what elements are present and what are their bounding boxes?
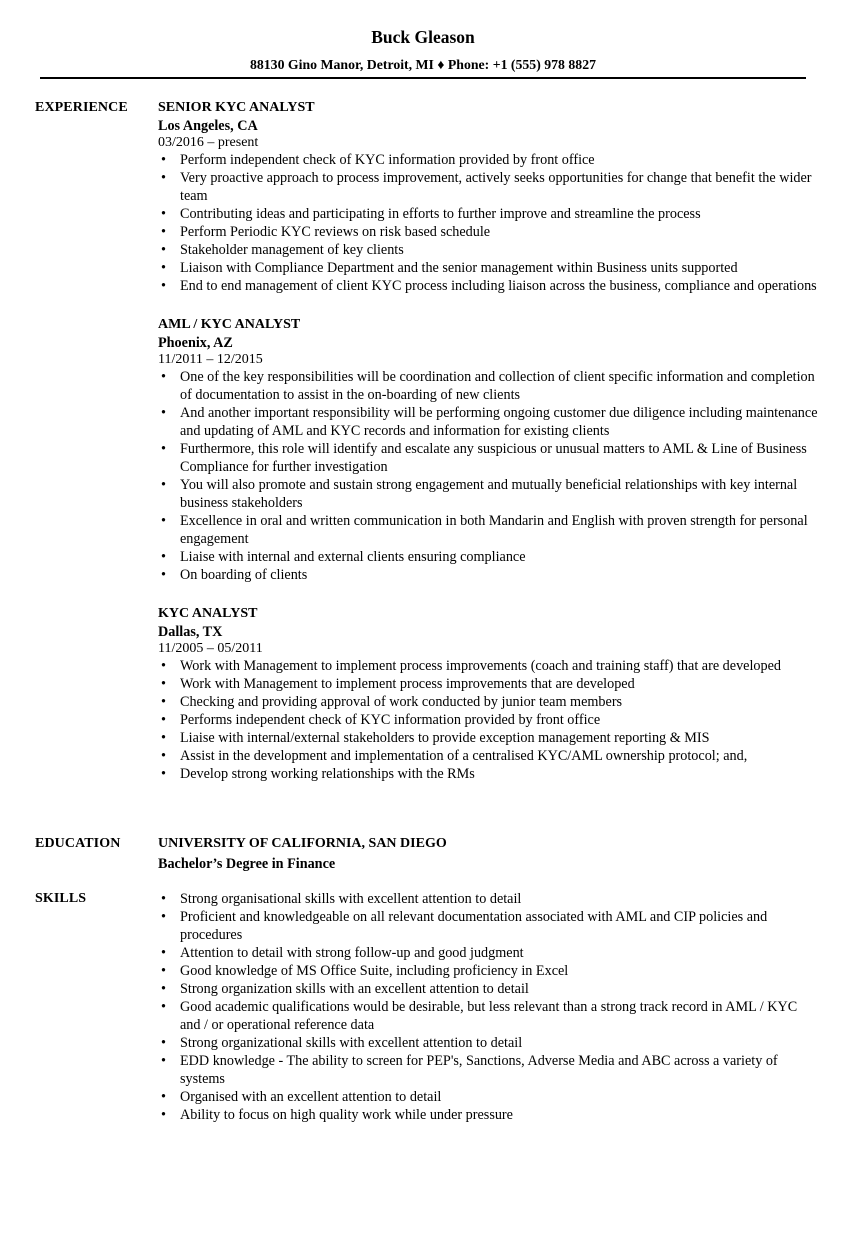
section-label-experience: EXPERIENCE [35, 100, 128, 115]
degree-name: Bachelor’s Degree in Finance [158, 856, 336, 872]
job-entry [158, 605, 818, 783]
job-bullets [158, 657, 818, 783]
bullet-item: • On boarding of clients [158, 566, 818, 584]
skill-item: • EDD knowledge - The ability to screen for PEP's, Sanctions, Adverse Media and ABC across a variety of systems [158, 1052, 818, 1088]
skill-bullets [158, 890, 818, 1124]
bullet-item: • Excellence in oral and written communication in both Mandarin and English with proven strength for personal engagement [158, 512, 818, 548]
job-title: AML / KYC ANALYST [158, 317, 301, 332]
job-entry [158, 99, 818, 295]
skill-item: • Organised with an excellent attention to detail [158, 1088, 818, 1106]
bullet-item: • Work with Management to implement process improvements that are developed [158, 675, 818, 693]
bullet-item: • Stakeholder management of key clients [158, 241, 818, 259]
job-entry [158, 316, 818, 584]
bullet-item: • Checking and providing approval of work conducted by junior team members [158, 693, 818, 711]
bullet-item: • Performs independent check of KYC information provided by front office [158, 711, 818, 729]
skill-item: • Good knowledge of MS Office Suite, including proficiency in Excel [158, 962, 818, 980]
job-location: Dallas, TX [158, 624, 223, 640]
skill-item: • Ability to focus on high quality work while under pressure [158, 1106, 818, 1124]
bullet-item: • Liaise with internal/external stakeholders to provide exception management reporting & MIS [158, 729, 818, 747]
school-name: UNIVERSITY OF CALIFORNIA, SAN DIEGO [158, 836, 447, 851]
bullet-item: • Very proactive approach to process improvement, actively seeks opportunities for change that benefit the wider team [158, 169, 818, 205]
skill-item: • Good academic qualifications would be desirable, but less relevant than a strong track record in AML / KYC and / or operational reference data [158, 998, 818, 1034]
bullet-item: • End to end management of client KYC process including liaison across the business, compliance and operations [158, 277, 818, 295]
bullet-item: • Contributing ideas and participating in efforts to further improve and streamline the process [158, 205, 818, 223]
bullet-item: • Assist in the development and implementation of a centralised KYC/AML ownership protocol; and, [158, 747, 818, 765]
job-title: SENIOR KYC ANALYST [158, 100, 315, 115]
header-divider [40, 77, 806, 79]
bullet-item: • And another important responsibility will be performing ongoing customer due diligence including maintenance and updating of AML and KYC records and information for existing clients [158, 404, 818, 440]
section-label-skills: SKILLS [35, 891, 87, 906]
bullet-item: • Develop strong working relationships with the RMs [158, 765, 818, 783]
section-label-education: EDUCATION [35, 836, 121, 851]
resume-header [40, 26, 806, 74]
experience-list [158, 99, 818, 804]
candidate-name: Buck Gleason [371, 27, 475, 47]
job-bullets [158, 151, 818, 295]
skill-item: • Attention to detail with strong follow-up and good judgment [158, 944, 818, 962]
job-dates: 11/2005 – 05/2011 [158, 641, 263, 656]
job-dates: 11/2011 – 12/2015 [158, 352, 263, 367]
job-bullets [158, 368, 818, 584]
skill-item: • Strong organizational skills with excellent attention to detail [158, 1034, 818, 1052]
job-title: KYC ANALYST [158, 606, 258, 621]
skill-item: • Strong organisational skills with excellent attention to detail [158, 890, 818, 908]
bullet-item: • You will also promote and sustain strong engagement and mutually beneficial relationships with key internal business stakeholders [158, 476, 818, 512]
bullet-item: • Perform independent check of KYC information provided by front office [158, 151, 818, 169]
bullet-item: • Liaise with internal and external clients ensuring compliance [158, 548, 818, 566]
bullet-item: • Liaison with Compliance Department and the senior management within Business units supported [158, 259, 818, 277]
bullet-item: • One of the key responsibilities will be coordination and collection of client specific information and completion of documentation to assist in the on-boarding of new clients [158, 368, 818, 404]
education-entry [158, 835, 818, 873]
bullet-item: • Work with Management to implement process improvements (coach and training staff) that are developed [158, 657, 818, 675]
skills-list [158, 890, 818, 1124]
bullet-item: • Furthermore, this role will identify and escalate any suspicious or unusual matters to AML & Line of Business Compliance for further investigation [158, 440, 818, 476]
job-location: Los Angeles, CA [158, 118, 258, 134]
bullet-item: • Perform Periodic KYC reviews on risk based schedule [158, 223, 818, 241]
job-dates: 03/2016 – present [158, 135, 259, 150]
skill-item: • Strong organization skills with an excellent attention to detail [158, 980, 818, 998]
job-location: Phoenix, AZ [158, 335, 233, 351]
contact-line: 88130 Gino Manor, Detroit, MI ♦ Phone: +1 (555) 978 8827 [249, 57, 596, 72]
skill-item: • Proficient and knowledgeable on all relevant documentation associated with AML and CIP policies and procedures [158, 908, 818, 944]
